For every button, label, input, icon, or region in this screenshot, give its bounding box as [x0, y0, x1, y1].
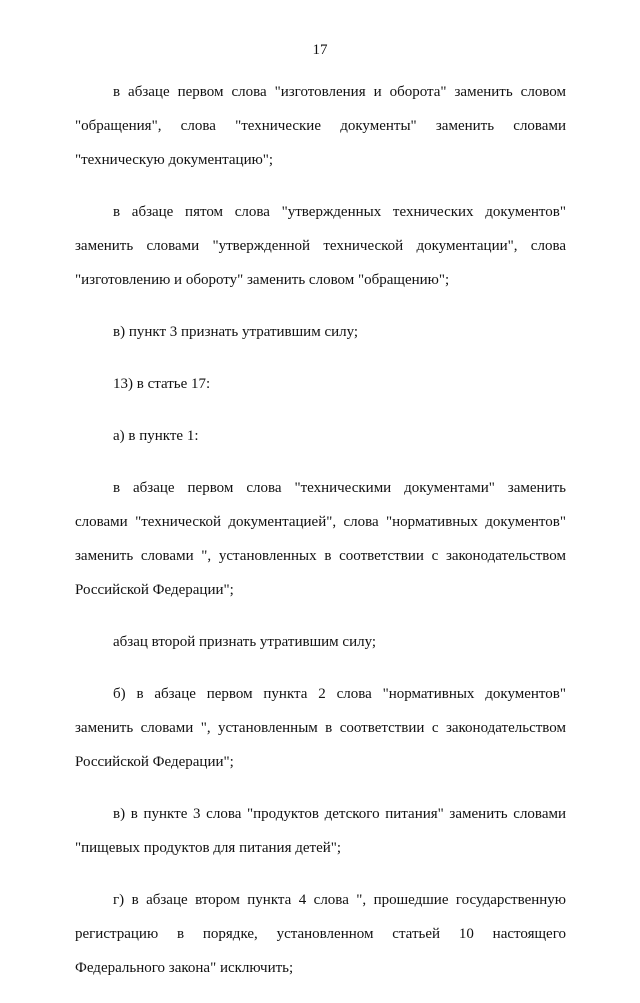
paragraph-5: а) в пункте 1: [113, 428, 199, 444]
paragraph-8: б) в абзаце первом пункта 2 слова "нормативных документов" заменить словами ", установленным в соответствии с законодательством Российской Федерации"; [75, 686, 566, 770]
paragraph-7: абзац второй признать утратившим силу; [113, 634, 377, 650]
page-number: 17 [312, 42, 328, 58]
paragraph-3: в) пункт 3 признать утратившим силу; [113, 324, 359, 340]
paragraph-2: в абзаце пятом слова "утвержденных технических документов" заменить словами "утвержденной технической документации", слова "изготовлению и обороту" заменить словом "обращению"; [75, 204, 566, 288]
document-body [75, 75, 566, 1003]
paragraph-9: в) в пункте 3 слова "продуктов детского питания" заменить словами "пищевых продуктов для питания детей"; [75, 806, 566, 856]
paragraph-10: г) в абзаце втором пункта 4 слова ", прошедшие государственную регистрацию в порядке, установленном статьей 10 настоящего Федерального закона" исключить; [75, 892, 566, 976]
paragraph-4: 13) в статье 17: [113, 376, 211, 392]
paragraph-6: в абзаце первом слова "техническими документами" заменить словами "технической документацией", слова "нормативных документов" заменить словами ", установленных в соответствии с законодательством Российской Федерации"; [75, 480, 566, 598]
paragraph-1: в абзаце первом слова "изготовления и оборота" заменить словом "обращения", слова "технические документы" заменить словами "техническую документацию"; [75, 84, 566, 168]
